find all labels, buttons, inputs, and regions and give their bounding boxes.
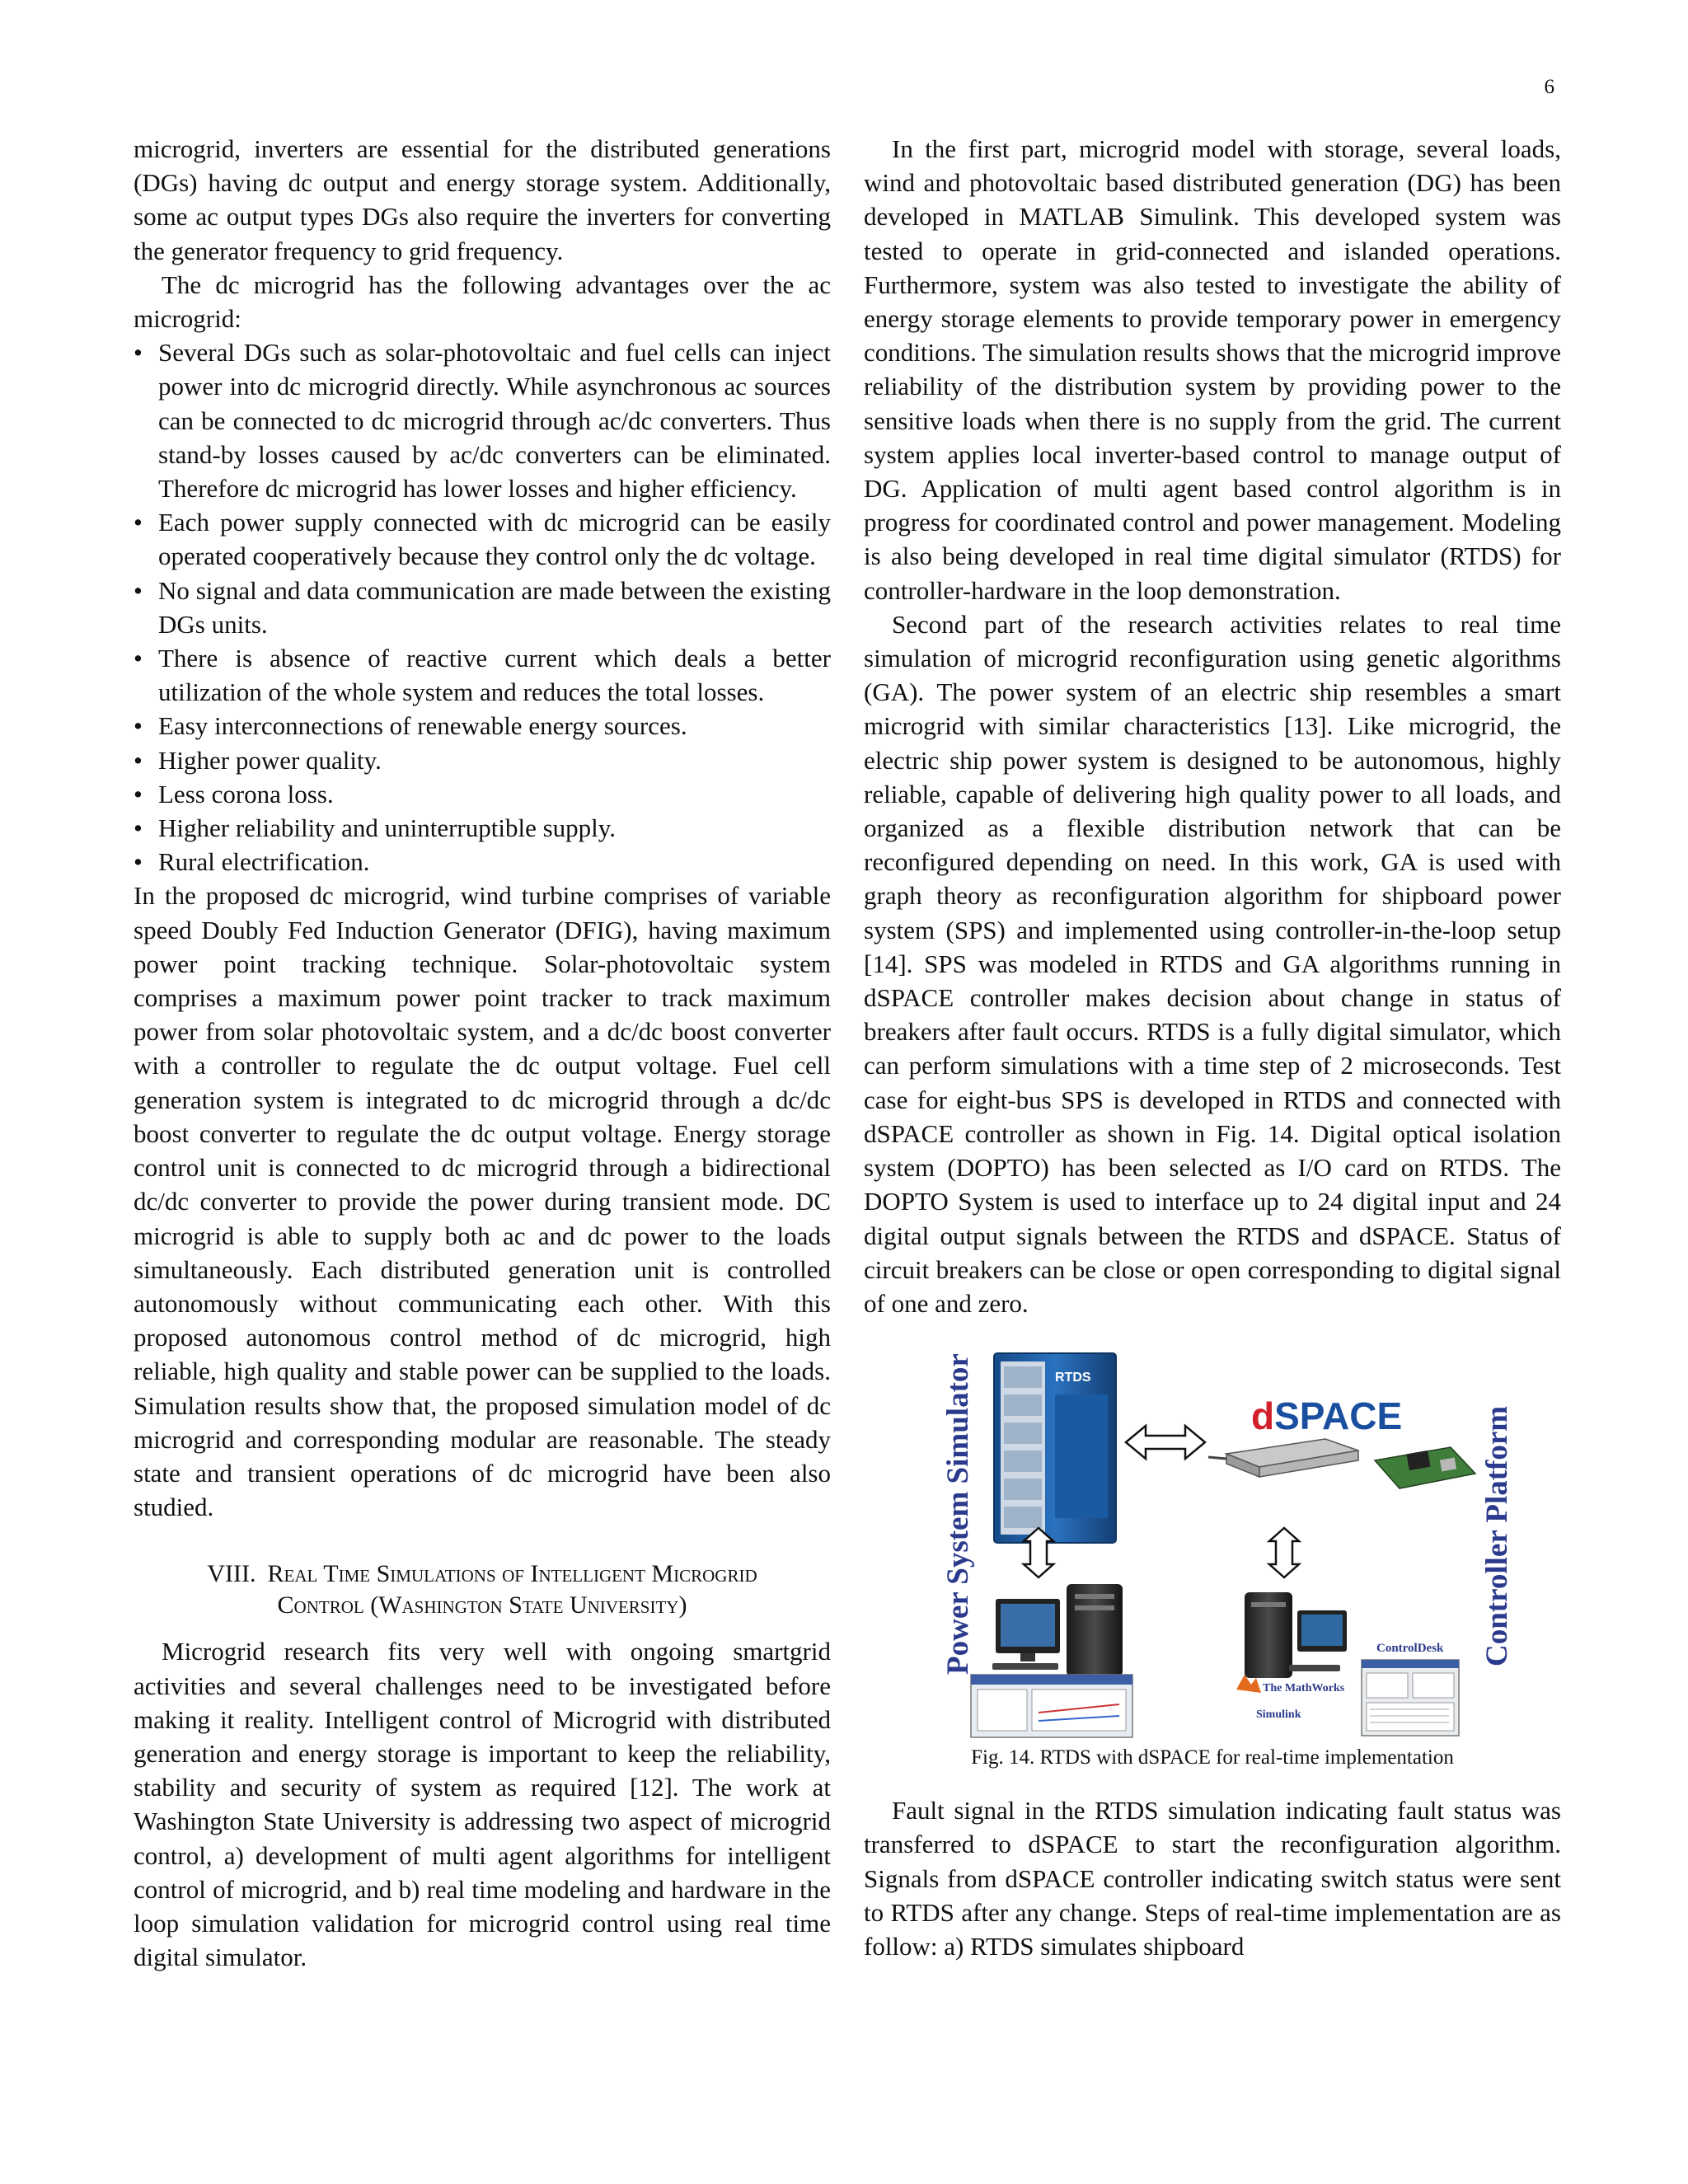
intro-paragraph: microgrid, inverters are essential for the distributed generations (DGs) having dc output and energy storage system. Additionally, some ac output types DGs also require the inverters for converting the generator frequency to grid frequency.: [134, 134, 831, 265]
controldesk-label: ControlDesk: [1376, 1642, 1444, 1656]
controldesk-screenshot: [1362, 1660, 1459, 1736]
list-item: • No signal and data communication are made between the existing DGs units.: [134, 574, 831, 641]
proposed-paragraph: In the proposed dc microgrid, wind turbine comprises of variable speed Doubly Fed Induction Generator (DFIG), having maximum power point tracking technique. Solar-photovoltaic system comprises a maximum power point tracker to track maximum power from solar photovoltaic system, and a dc/dc boost converter with a controller to regulate the dc output voltage. Fuel cell generation system is integrated to dc microgrid through a dc/dc boost converter to regulate the dc output voltage. Energy storage control unit is connected to dc microgrid through a bidirectional dc/dc converter to provide the power during transient mode. DC microgrid is able to supply both ac and dc power to the loads simultaneously. Each distributed generation unit is controlled autonomously without communicating each other. With this proposed autonomous control method of dc microgrid, high reliable, high quality and stable power can be supplied to the loads. Simulation results show that, the proposed simulation model of dc microgrid and corresponding modular are reasonable. The steady state and transient operations of dc microgrid have been also studied.: [134, 881, 831, 1522]
figure-caption: Fig. 14. RTDS with dSPACE for real-time implementation: [971, 1746, 1454, 1769]
page-number: 6: [1544, 76, 1554, 98]
fault-signal-paragraph: Fault signal in the RTDS simulation indicating fault status was transferred to dSPACE to start the reconfiguration algorithm. Signals from dSPACE controller indicating switch status were sent to RTDS after any change. Steps of real-time implementation are as follow: a) RTDS simulates shipboard: [864, 1796, 1561, 1961]
list-item: • Less corona loss.: [134, 777, 831, 811]
list-item: • Rural electrification.: [134, 845, 831, 879]
list-item: • Each power supply connected with dc microgrid can be easily operated cooperatively because they control only the dc voltage.: [134, 505, 831, 573]
rtds-dspace-diagram: [864, 1337, 1561, 1741]
simulink-label: Simulink: [1256, 1708, 1301, 1722]
dspace-logo: dSPACE: [1251, 1394, 1403, 1438]
power-system-simulator-label: Power System Simulator: [941, 1353, 975, 1675]
section-title-line2: Control (Washington State University): [277, 1591, 687, 1619]
right-computer-icon: [1245, 1592, 1347, 1678]
section-heading: [134, 1558, 831, 1621]
left-column: [134, 132, 831, 1974]
second-part-paragraph: Second part of the research activities relates to real time simulation of microgrid reconfiguration using genetic algorithms (GA). The power system of an electric ship resembles a smart microgrid with similar characteristics [13]. Like microgrid, the electric ship power system is designed to be autonomous, highly reliable, capable of delivering high quality power to all loads, and organized as a flexible distribution network that can be reconfigured depending on need. In this work, GA is used with graph theory as reconfiguration algorithm for shipboard power system (SPS) and implemented using controller-in-the-loop setup [14]. SPS was modeled in RTDS and GA algorithms running in dSPACE controller makes decision about change in status of breakers after fault occurs. RTDS is a fully digital simulator, which can perform simulations with a time step of 2 microseconds. Test case for eight-bus SPS is developed in RTDS and connected with dSPACE controller as shown in Fig. 14. Digital optical isolation system (DOPTO) has been selected as I/O card on RTDS. The DOPTO System is used to interface up to 24 digital input and 24 digital output signals between the RTDS and dSPACE. Status of circuit breakers can be close or open corresponding to digital signal of one and zero.: [864, 609, 1561, 1318]
list-item: • Higher power quality.: [134, 743, 831, 777]
list-item: • There is absence of reactive current which deals a better utilization of the whole system and reduces the total losses.: [134, 641, 831, 709]
mathworks-label: The MathWorks: [1263, 1682, 1345, 1695]
section-number: VIII.: [207, 1560, 256, 1588]
advantages-list: [134, 335, 831, 879]
controller-platform-label: Controller Platform: [1480, 1405, 1514, 1667]
right-vertical-arrow-icon: [1269, 1528, 1299, 1577]
figure-14: [864, 1337, 1561, 1741]
rtds-label: RTDS: [1055, 1371, 1091, 1385]
list-item: • Easy interconnections of renewable energy sources.: [134, 709, 831, 743]
left-computer-icon: [992, 1584, 1123, 1676]
bidirectional-arrow-icon: [1126, 1426, 1205, 1459]
rtds-cabinet: [994, 1353, 1116, 1543]
section-paragraph: Microgrid research fits very well with ongoing smartgrid activities and several challenges need to be investigated before making it reality. Intelligent control of Microgrid with distributed generation and energy storage is important to keep the reliability, stability and security of system as required [12]. The work at Washington State University is addressing two aspect of microgrid control, a) development of multi agent algorithms for intelligent control of microgrid, and b) real time modeling and hardware in the loop simulation validation for microgrid control using real time digital simulator.: [134, 1637, 831, 1972]
list-item: • Several DGs such as solar-photovoltaic and fuel cells can inject power into dc microgrid directly. While asynchronous ac sources can be connected to dc microgrid through ac/dc converters. Thus stand-by losses caused by ac/dc converters can be eliminated. Therefore dc microgrid has lower losses and higher efficiency.: [134, 335, 831, 505]
left-software-screenshot: [971, 1675, 1132, 1737]
right-column: [864, 132, 1561, 1963]
list-item: • Higher reliability and uninterruptible supply.: [134, 811, 831, 845]
first-part-paragraph: In the first part, microgrid model with storage, several loads, wind and photovoltaic based distributed generation (DG) has been developed in MATLAB Simulink. This developed system was tested to operate in grid-connected and islanded operations. Furthermore, system was also tested to investigate the ability of energy storage elements to provide temporary power in emergency conditions. The simulation results shows that the microgrid improve reliability of the distribution system by providing power to the sensitive loads when there is no supply from the grid. The current system applies local inverter-based control to manage output of DG. Application of multi agent based control algorithm is in progress for coordinated control and power management. Modeling is also being developed in real time digital simulator (RTDS) for controller-hardware in the loop demonstration.: [864, 134, 1561, 605]
advantages-intro: The dc microgrid has the following advantages over the ac microgrid:: [134, 269, 831, 334]
mathworks-logo: [1236, 1675, 1345, 1721]
section-title-line1: Real Time Simulations of Intelligent Microgrid: [267, 1560, 757, 1588]
dspace-hardware: [1208, 1439, 1475, 1488]
